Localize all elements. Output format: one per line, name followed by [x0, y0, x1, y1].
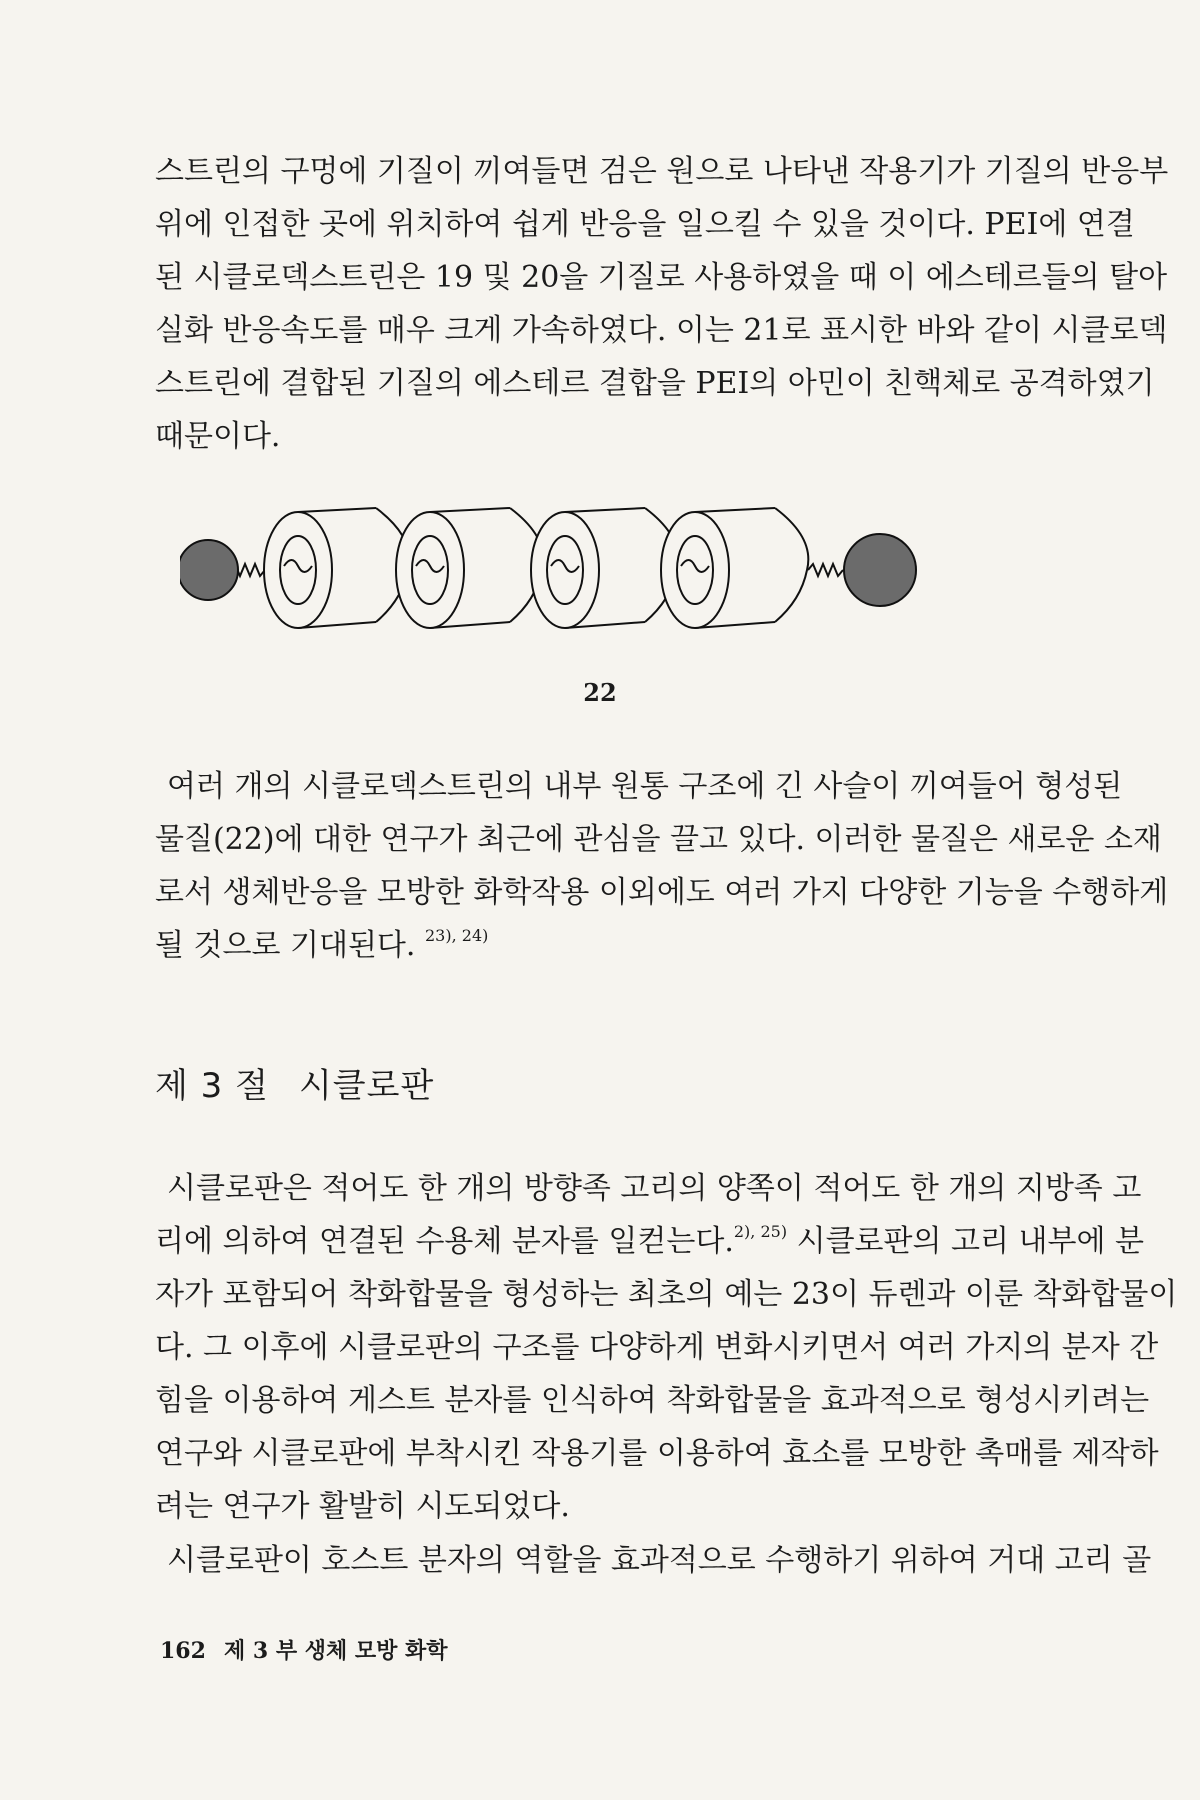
page-footer — [160, 1634, 448, 1665]
text-line: 스트린에 결합된 기질의 에스테르 결합을 PEI의 아민이 친핵체로 공격하였기 — [155, 366, 1155, 401]
paragraph-4 — [155, 1534, 1152, 1587]
cyclodextrin-ring — [661, 508, 808, 628]
text-line: 여러 개의 시클로덱스트린의 내부 원통 구조에 긴 사슬이 끼여들어 형성된 — [167, 769, 1123, 804]
stopper-ball — [844, 534, 916, 606]
part-label: 제 3 부 생체 모방 화학 — [223, 1638, 448, 1664]
section-title: 시클로판 — [298, 1066, 435, 1106]
text-line — [155, 1215, 1144, 1268]
text-line: 위에 인접한 곳에 위치하여 쉽게 반응을 일으킬 수 있을 것이다. PEI에 연결 — [155, 207, 1135, 242]
cyclodextrin-ring — [396, 508, 543, 628]
line-text: 시클로판의 고리 내부에 분 — [787, 1224, 1144, 1259]
line-text: 될 것으로 기대된다. — [155, 928, 416, 963]
text-line: 려는 연구가 활발히 시도되었다. — [155, 1489, 570, 1524]
stopper-ball — [180, 540, 238, 600]
text-line: 스트린의 구멍에 기질이 끼여들면 검은 원으로 나타낸 작용기가 기질의 반응부 — [155, 154, 1169, 189]
text-line: 자가 포함되어 착화합물을 형성하는 최초의 예는 23이 듀렌과 이룬 착화합물이 — [155, 1277, 1178, 1312]
text-line: 된 시클로덱스트린은 19 및 20을 기질로 사용하였을 때 이 에스테르들의 탈아 — [155, 260, 1168, 295]
line-text: 리에 의하여 연결된 수용체 분자를 일컫는다. — [155, 1224, 734, 1259]
text-line: 실화 반응속도를 매우 크게 가속하였다. 이는 21로 표시한 바와 같이 시클로덱 — [155, 313, 1168, 348]
figure-label: 22 — [583, 678, 617, 707]
paragraph-2 — [155, 760, 1169, 972]
text-line: 물질(22)에 대한 연구가 최근에 관심을 끌고 있다. 이러한 물질은 새로운 소재 — [155, 822, 1162, 857]
section-number: 제 3 절 — [155, 1066, 269, 1106]
text-line: 힘을 이용하여 게스트 분자를 인식하여 착화합물을 효과적으로 형성시키려는 — [155, 1383, 1150, 1418]
text-line: 연구와 시클로판에 부착시킨 작용기를 이용하여 효소를 모방한 촉매를 제작하 — [155, 1436, 1159, 1471]
text-line: 시클로판이 호스트 분자의 역할을 효과적으로 수행하기 위하여 거대 고리 골 — [167, 1543, 1152, 1578]
text-line: 다. 그 이후에 시클로판의 구조를 다양하게 변화시키면서 여러 가지의 분자 간 — [155, 1330, 1159, 1365]
paragraph-1 — [155, 145, 1169, 463]
section-heading — [155, 1058, 434, 1107]
text-line: 로서 생체반응을 모방한 화학작용 이외에도 여러 가지 다양한 기능을 수행하게 — [155, 875, 1169, 910]
text-line: 시클로판은 적어도 한 개의 방향족 고리의 양쪽이 적어도 한 개의 지방족 고 — [167, 1171, 1142, 1206]
text-line: 때문이다. — [155, 419, 281, 454]
rotaxane-figure — [180, 500, 1030, 670]
page-number: 162 — [160, 1638, 206, 1664]
paragraph-3 — [155, 1162, 1178, 1533]
cyclodextrin-ring — [531, 508, 678, 628]
citation: 23), 24) — [425, 926, 489, 945]
citation: 2), 25) — [733, 1222, 788, 1241]
cyclodextrin-ring — [264, 508, 409, 628]
text-line — [155, 919, 1035, 972]
